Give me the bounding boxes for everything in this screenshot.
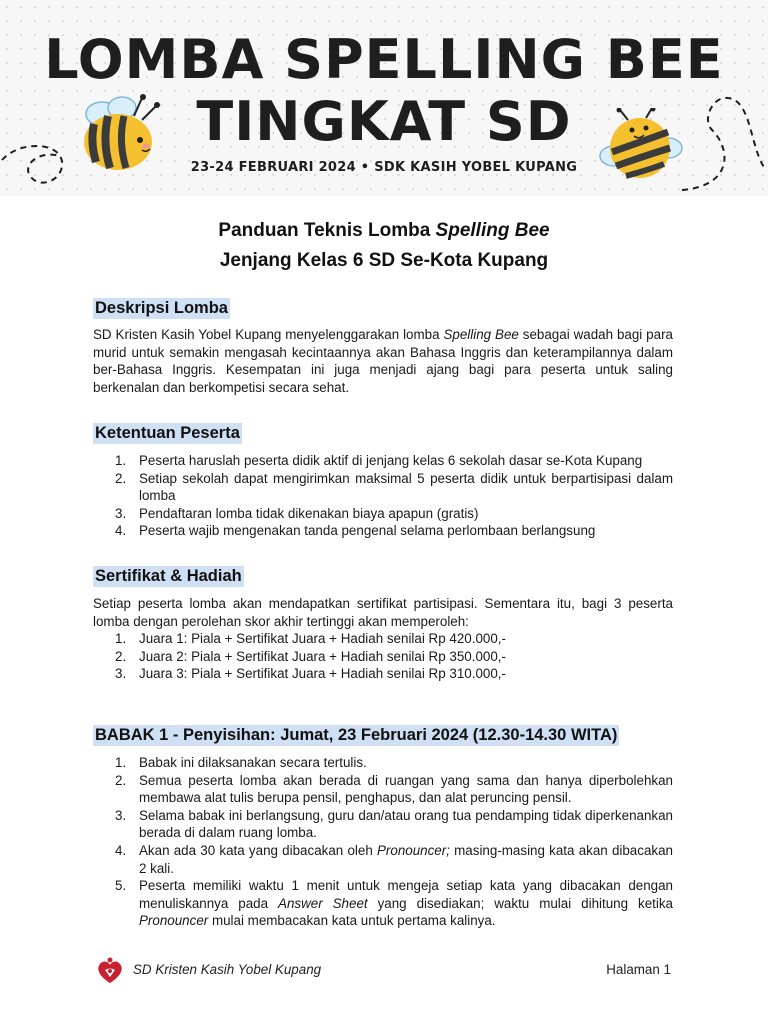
list-item — [93, 807, 673, 842]
banner-title-line1: LOMBA SPELLING BEE — [44, 28, 724, 91]
item4-text-b: masing-masing kata akan dibacakan 2 kali. — [139, 842, 673, 876]
list-item — [93, 648, 673, 666]
babak1-list — [93, 754, 673, 930]
list-item — [93, 842, 673, 877]
list-item-text: Juara 2: Piala + Sertifikat Juara + Hadiah senilai Rp 350.000,- — [139, 648, 506, 664]
item5-text-italic1: Answer Sheet — [278, 895, 368, 911]
list-item-text — [139, 878, 673, 928]
list-item-number: 5. — [115, 878, 127, 894]
banner-title-line2: TINGKAT SD — [196, 90, 572, 153]
list-item-text: Pendaftaran lomba tidak dikenakan biaya apapun (gratis) — [139, 505, 479, 521]
section-heading-deskripsi: Deskripsi Lomba — [95, 299, 228, 317]
item4-text-italic: Pronouncer; — [376, 842, 450, 858]
deskripsi-text-after: sebagai wadah bagi para murid untuk semakin mengasah kecintaannya akan Bahasa Inggris dan keterampilannya dalam ber-Bahasa Inggris. Kesempatan ini juga menjadi ajang bagi para peserta untuk saling berkenalan dan berkompetisi secara sehat. — [93, 327, 673, 395]
deskripsi-paragraph — [93, 326, 673, 396]
list-item — [93, 522, 673, 540]
list-item — [93, 505, 673, 523]
footer-school-name: SD Kristen Kasih Yobel Kupang — [133, 962, 322, 977]
list-item — [93, 630, 673, 648]
list-item — [93, 877, 673, 930]
list-item — [93, 665, 673, 683]
list-item — [93, 470, 673, 505]
list-item-number: 1. — [115, 631, 127, 646]
item5-text-c: mulai membacakan kata untuk pertama kalinya. — [208, 913, 496, 929]
list-item-number: 4. — [115, 842, 127, 858]
list-item-number: 2. — [115, 648, 127, 664]
list-item-number: 1. — [115, 755, 127, 770]
banner-subtitle: 23-24 FEBRUARI 2024 • SDK KASIH YOBEL KUPANG — [190, 160, 578, 175]
list-item-text: Juara 3: Piala + Sertifikat Juara + Hadiah senilai Rp 310.000,- — [139, 666, 506, 682]
section-heading-ketentuan: Ketentuan Peserta — [95, 424, 240, 442]
document-title-line1 — [0, 220, 768, 242]
list-item-number: 3. — [115, 666, 127, 682]
list-item-text: Selama babak ini berlangsung, guru dan/atau orang tua pendamping tidak diperkenankan berada di dalam ruang lomba. — [139, 807, 673, 841]
list-item-text: Juara 1: Piala + Sertifikat Juara + Hadiah senilai Rp 420.000,- — [139, 631, 506, 646]
list-item-text: Babak ini dilaksanakan secara tertulis. — [139, 755, 367, 770]
header-banner — [0, 0, 768, 196]
item4-text-a: Akan ada 30 kata yang dibacakan oleh — [139, 842, 377, 858]
list-item-text: Semua peserta lomba akan berada di ruangan yang sama dan hanya diperbolehkan membawa alat tulis berupa pensil, penghapus, dan alat peruncing pensil. — [139, 772, 673, 806]
document-title-italic: Spelling Bee — [435, 220, 550, 241]
list-item-text: Peserta wajib mengenakan tanda pengenal selama perlombaan berlangsung — [139, 523, 596, 539]
document-title-prefix: Panduan Teknis Lomba — [218, 220, 436, 241]
school-logo-icon — [95, 956, 125, 986]
deskripsi-text-italic: Spelling Bee — [443, 327, 519, 342]
list-item-number: 3. — [115, 807, 127, 823]
section-heading-sertifikat: Sertifikat & Hadiah — [95, 567, 242, 585]
list-item-number: 2. — [115, 470, 127, 486]
item5-text-italic2: Pronouncer — [139, 913, 209, 929]
item5-text-b: yang disediakan; waktu mulai dihitung ketika — [367, 895, 673, 911]
section-heading-babak1: BABAK 1 - Penyisihan: Jumat, 23 Februari 2024 (12.30-14.30 WITA) — [95, 726, 618, 744]
list-item-number: 4. — [115, 523, 127, 539]
list-item — [93, 754, 673, 772]
deskripsi-text-before: SD Kristen Kasih Yobel Kupang menyelenggarakan lomba — [93, 327, 444, 342]
list-item-text: Setiap sekolah dapat mengirimkan maksimal 5 peserta didik untuk berpartisipasi dalam lomba — [139, 470, 673, 504]
list-item — [93, 452, 673, 470]
ketentuan-list — [93, 452, 673, 540]
list-item-number: 3. — [115, 505, 127, 521]
list-item — [93, 772, 673, 807]
item5-text-a: Peserta memiliki waktu 1 menit untuk mengeja setiap kata yang dibacakan dengan menuliskannya pada — [139, 878, 673, 911]
document-title-line2: Jenjang Kelas 6 SD Se-Kota Kupang — [219, 250, 549, 271]
list-item-text: Peserta haruslah peserta didik aktif di jenjang kelas 6 sekolah dasar se-Kota Kupang — [139, 453, 643, 468]
sertifikat-list — [93, 630, 673, 683]
list-item-number: 1. — [115, 453, 127, 468]
sertifikat-intro: Setiap peserta lomba akan mendapatkan sertifikat partisipasi. Sementara itu, bagi 3 peserta lomba dengan perolehan skor akhir tertinggi akan memperoleh: — [93, 596, 673, 629]
footer-page-number: Halaman 1 — [606, 962, 671, 977]
list-item-text — [139, 843, 673, 876]
list-item-number: 2. — [115, 772, 127, 788]
